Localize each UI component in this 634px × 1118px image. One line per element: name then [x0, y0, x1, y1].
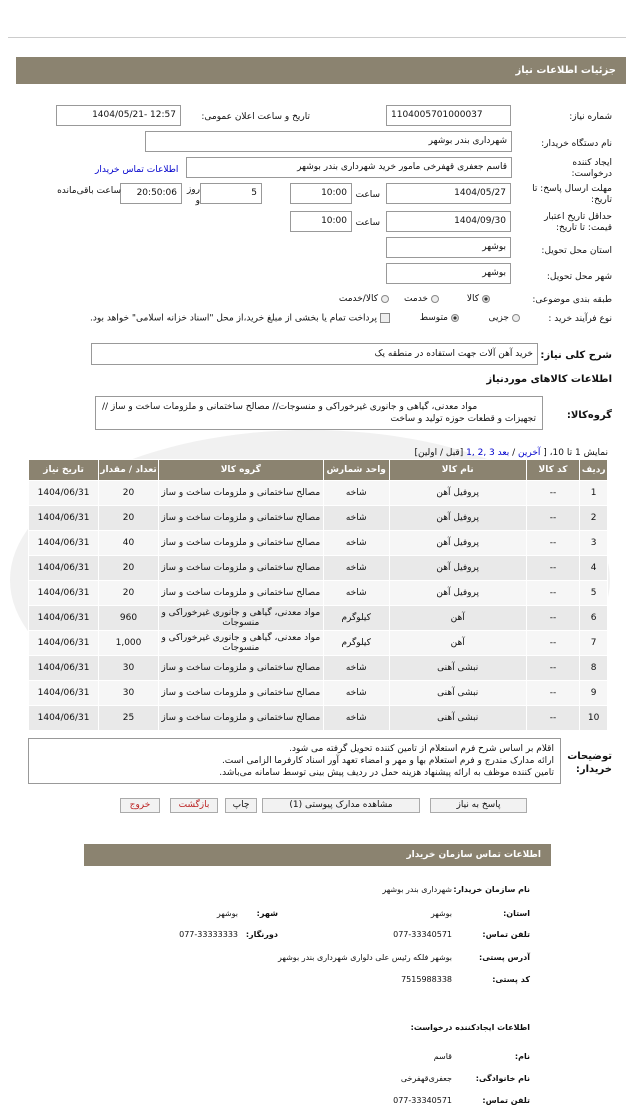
cphone-value: 077-33340571	[393, 1096, 452, 1105]
fax-label: دورنگار:	[245, 930, 278, 939]
pager-last-link[interactable]: آخرین	[518, 448, 541, 458]
cell-name: نبشی آهنی	[389, 656, 526, 681]
process-minor-radio[interactable]: جزیی	[488, 313, 520, 323]
table-row	[29, 631, 608, 656]
cell-name: پروفیل آهن	[389, 581, 526, 606]
cell-name: پروفیل آهن	[389, 531, 526, 556]
goods-table	[28, 459, 608, 731]
validity-time-label: ساعت	[355, 218, 380, 228]
cell-qty: 20	[99, 481, 159, 506]
cell-qty: 20	[99, 556, 159, 581]
category-goods-radio[interactable]: کالا	[467, 294, 490, 304]
cell-row: 7	[580, 631, 608, 656]
name-value: قاسم	[433, 1052, 452, 1061]
contact-info-link[interactable]: اطلاعات تماس خریدار	[95, 165, 179, 175]
cell-date: 1404/06/31	[29, 681, 99, 706]
group-label: گروه‌کالا:	[566, 410, 612, 421]
cell-name: آهن	[389, 606, 526, 631]
city-field[interactable]: بوشهر	[386, 263, 511, 284]
address-label: آدرس پستی:	[479, 953, 530, 962]
cell-row: 9	[580, 681, 608, 706]
phone-c-label: تلفن تماس:	[482, 930, 530, 939]
cell-date: 1404/06/31	[29, 481, 99, 506]
cell-code: --	[526, 531, 580, 556]
org-label: نام سازمان خریدار:	[453, 885, 530, 894]
cell-group: مواد معدنی، گیاهی و جانوری غیرخوراکی و منسوجات	[158, 606, 323, 631]
cell-group: مصالح ساختمانی و ملزومات ساخت و ساز	[158, 581, 323, 606]
cell-date: 1404/06/31	[29, 706, 99, 731]
cell-name: پروفیل آهن	[389, 481, 526, 506]
process-label: نوع فرآیند خرید :	[548, 314, 612, 324]
name-label: نام:	[514, 1052, 530, 1061]
cell-group: مصالح ساختمانی و ملزومات ساخت و ساز	[158, 506, 323, 531]
announce-label: تاریخ و ساعت اعلان عمومی:	[201, 112, 310, 122]
col-name: نام کالا	[389, 460, 526, 481]
cell-unit: شاخه	[323, 556, 389, 581]
province-c-value: بوشهر	[430, 909, 452, 918]
pager-next-link[interactable]: بعد	[497, 448, 510, 458]
goods-info-title: اطلاعات کالاهای موردنیاز	[486, 374, 612, 385]
phone-c-value: 077-33340571	[393, 930, 452, 939]
cell-row: 1	[580, 481, 608, 506]
radio-icon	[431, 295, 439, 303]
city-c-label: شهر:	[256, 909, 278, 918]
cell-row: 2	[580, 506, 608, 531]
cell-group: مصالح ساختمانی و ملزومات ساخت و ساز	[158, 681, 323, 706]
postal-label: کد پستی:	[492, 975, 530, 984]
cell-group: مصالح ساختمانی و ملزومات ساخت و ساز	[158, 556, 323, 581]
radio-icon	[381, 295, 389, 303]
deadline-date-field[interactable]: 1404/05/27	[386, 183, 511, 204]
validity-time-field[interactable]: 10:00	[290, 211, 352, 232]
cell-unit: کیلوگرم	[323, 631, 389, 656]
radio-selected-icon	[451, 314, 459, 322]
cell-code: --	[526, 556, 580, 581]
radio-selected-icon	[482, 295, 490, 303]
cell-code: --	[526, 631, 580, 656]
contact-header	[84, 844, 551, 866]
cell-date: 1404/06/31	[29, 531, 99, 556]
cell-qty: 30	[99, 656, 159, 681]
cell-unit: شاخه	[323, 706, 389, 731]
creator-field[interactable]: قاسم جعفری قهفرخی مامور خرید شهرداری بندر بوشهر	[186, 157, 512, 178]
cell-unit: کیلوگرم	[323, 606, 389, 631]
family-value: جعفری‌قهفرخی	[400, 1074, 452, 1083]
cell-code: --	[526, 506, 580, 531]
radio-icon	[512, 314, 520, 322]
col-date: تاریخ نیاز	[29, 460, 99, 481]
col-qty: تعداد / مقدار	[99, 460, 159, 481]
col-group: گروه کالا	[158, 460, 323, 481]
cell-row: 5	[580, 581, 608, 606]
top-divider	[8, 37, 626, 38]
table-row	[29, 506, 608, 531]
province-field[interactable]: بوشهر	[386, 237, 511, 258]
cell-unit: شاخه	[323, 481, 389, 506]
need-number-field[interactable]: 1104005701000037	[386, 105, 511, 126]
creator-label: ایجاد کننده درخواست:	[571, 158, 612, 179]
notes-label: توضیحات خریدار:	[567, 751, 612, 775]
deadline-time-label: ساعت	[355, 190, 380, 200]
address-value: بوشهر فلکه رئیس علی دلواری شهرداری بندر بوشهر	[278, 953, 452, 962]
cell-group: مواد معدنی، گیاهی و جانوری غیرخوراکی و منسوجات	[158, 631, 323, 656]
cell-qty: 960	[99, 606, 159, 631]
cell-code: --	[526, 581, 580, 606]
checkbox-icon	[380, 313, 390, 323]
validity-date-field[interactable]: 1404/09/30	[386, 211, 511, 232]
pager-pages[interactable]: 3 ,2 ,1	[466, 448, 495, 458]
deadline-label: مهلت ارسال پاسخ: تا تاریخ:	[532, 184, 612, 205]
cell-name: پروفیل آهن	[389, 506, 526, 531]
cell-group: مصالح ساختمانی و ملزومات ساخت و ساز	[158, 481, 323, 506]
creator-info-title: اطلاعات ایجادکننده درخواست:	[410, 1023, 530, 1032]
province-label: استان محل تحویل:	[541, 246, 612, 256]
deadline-time-field[interactable]: 10:00	[290, 183, 352, 204]
page-title: جزئیات اطلاعات نیاز	[515, 65, 616, 76]
table-row	[29, 481, 608, 506]
cell-row: 3	[580, 531, 608, 556]
cell-unit: شاخه	[323, 506, 389, 531]
cell-group: مصالح ساختمانی و ملزومات ساخت و ساز	[158, 531, 323, 556]
group-line-1: مواد معدنی، گیاهی و جانوری غیرخوراکی و منسوجات// مصالح ساختمانی و ملزومات ساخت و ساز //	[102, 402, 478, 412]
need-number-label: شماره نیاز:	[569, 112, 612, 122]
cell-date: 1404/06/31	[29, 581, 99, 606]
table-header-row	[29, 460, 608, 481]
table-row	[29, 656, 608, 681]
summary-label: شرح کلی نیاز:	[540, 350, 612, 361]
cell-qty: 30	[99, 681, 159, 706]
cell-group: مصالح ساختمانی و ملزومات ساخت و ساز	[158, 706, 323, 731]
validity-label: حداقل تاریخ اعتبار قیمت: تا تاریخ:	[544, 212, 612, 233]
announce-field[interactable]: 1404/05/21- 12:57	[56, 105, 181, 126]
days-label: روز و	[186, 185, 200, 206]
cell-date: 1404/06/31	[29, 506, 99, 531]
col-row: ردیف	[580, 460, 608, 481]
group-line-2: تجهیزات و قطعات حوزه تولید و ساخت	[390, 414, 536, 424]
cphone-label: تلفن تماس:	[482, 1096, 530, 1105]
pager-prefix: نمایش 1 تا 10، [	[543, 448, 608, 458]
cell-unit: شاخه	[323, 656, 389, 681]
pager-suffix: [قبل / اولین]	[414, 448, 464, 458]
buyer-label: نام دستگاه خریدار:	[541, 139, 612, 149]
cell-code: --	[526, 681, 580, 706]
cell-qty: 40	[99, 531, 159, 556]
cell-unit: شاخه	[323, 581, 389, 606]
cell-date: 1404/06/31	[29, 556, 99, 581]
days-field[interactable]: 5	[200, 183, 262, 204]
fax-value: 077-33333333	[179, 930, 238, 939]
back-button[interactable]: بازگشت	[170, 798, 218, 813]
table-row	[29, 606, 608, 631]
cell-row: 4	[580, 556, 608, 581]
table-row	[29, 531, 608, 556]
cell-row: 10	[580, 706, 608, 731]
cell-date: 1404/06/31	[29, 656, 99, 681]
cell-date: 1404/06/31	[29, 606, 99, 631]
cell-qty: 20	[99, 581, 159, 606]
city-c-value: بوشهر	[216, 909, 238, 918]
treasury-checkbox[interactable]: پرداخت تمام یا بخشی از مبلغ خرید،از محل "اسناد خزانه اسلامی" خواهد بود.	[90, 313, 390, 324]
category-service-radio[interactable]: خدمت	[404, 294, 439, 304]
cell-row: 8	[580, 656, 608, 681]
process-medium-radio[interactable]: متوسط	[420, 313, 459, 323]
cell-code: --	[526, 706, 580, 731]
cell-code: --	[526, 481, 580, 506]
cell-name: نبشی آهنی	[389, 681, 526, 706]
cell-code: --	[526, 656, 580, 681]
cell-date: 1404/06/31	[29, 631, 99, 656]
org-value: شهرداری بندر بوشهر	[382, 885, 452, 894]
category-goods-service-radio[interactable]: کالا/خدمت	[339, 294, 389, 304]
cell-group: مصالح ساختمانی و ملزومات ساخت و ساز	[158, 656, 323, 681]
contact-title: اطلاعات تماس سازمان خریدار	[406, 850, 541, 860]
postal-value: 7515988338	[401, 975, 452, 984]
notes-line-1: اقلام بر اساس شرح فرم استعلام از تامین کننده تحویل گرفته می شود.	[289, 744, 554, 754]
page-header	[16, 57, 626, 84]
cell-qty: 20	[99, 506, 159, 531]
cell-name: پروفیل آهن	[389, 556, 526, 581]
cell-name: نبشی آهنی	[389, 706, 526, 731]
city-label: شهر محل تحویل:	[546, 272, 612, 282]
buyer-field[interactable]: شهرداری بندر بوشهر	[145, 131, 512, 152]
province-c-label: استان:	[503, 909, 530, 918]
table-row	[29, 681, 608, 706]
table-row	[29, 706, 608, 731]
exit-button[interactable]: خروج	[120, 798, 160, 813]
cell-unit: شاخه	[323, 681, 389, 706]
notes-line-3: تامین کننده موظف به ارائه پیشنهاد هزینه حمل در ردیف پیش بینی توسط سامانه می‌باشد.	[219, 768, 554, 778]
cell-code: --	[526, 606, 580, 631]
col-unit: واحد شمارش	[323, 460, 389, 481]
print-button[interactable]: چاپ	[225, 798, 257, 813]
category-label: طبقه بندی موضوعی:	[532, 295, 612, 305]
attachments-button[interactable]: مشاهده مدارک پیوستی (1)	[262, 798, 420, 813]
summary-field[interactable]: خرید آهن آلات جهت استفاده در منطقه یک	[91, 343, 538, 365]
cell-qty: 1,000	[99, 631, 159, 656]
cell-qty: 25	[99, 706, 159, 731]
table-row	[29, 581, 608, 606]
col-code: کد کالا	[526, 460, 580, 481]
cell-name: آهن	[389, 631, 526, 656]
table-row	[29, 556, 608, 581]
remaining-label: ساعت باقی‌مانده	[57, 186, 121, 196]
reply-button[interactable]: پاسخ به نیاز	[430, 798, 527, 813]
group-field[interactable]	[95, 396, 543, 430]
notes-line-2: ارائه مدارک مندرج و فرم استعلام بها و مهر و امضاء تعهد آور اسناد کارفرما الزامی است.	[221, 756, 554, 766]
cell-row: 6	[580, 606, 608, 631]
notes-field	[28, 738, 561, 784]
cell-unit: شاخه	[323, 531, 389, 556]
remaining-time-field[interactable]: 20:50:06	[120, 183, 182, 204]
family-label: نام خانوادگی:	[475, 1074, 530, 1083]
pager: نمایش 1 تا 10، [ آخرین / بعد 3 ,2 ,1 [قبل / اولین]	[414, 448, 608, 458]
